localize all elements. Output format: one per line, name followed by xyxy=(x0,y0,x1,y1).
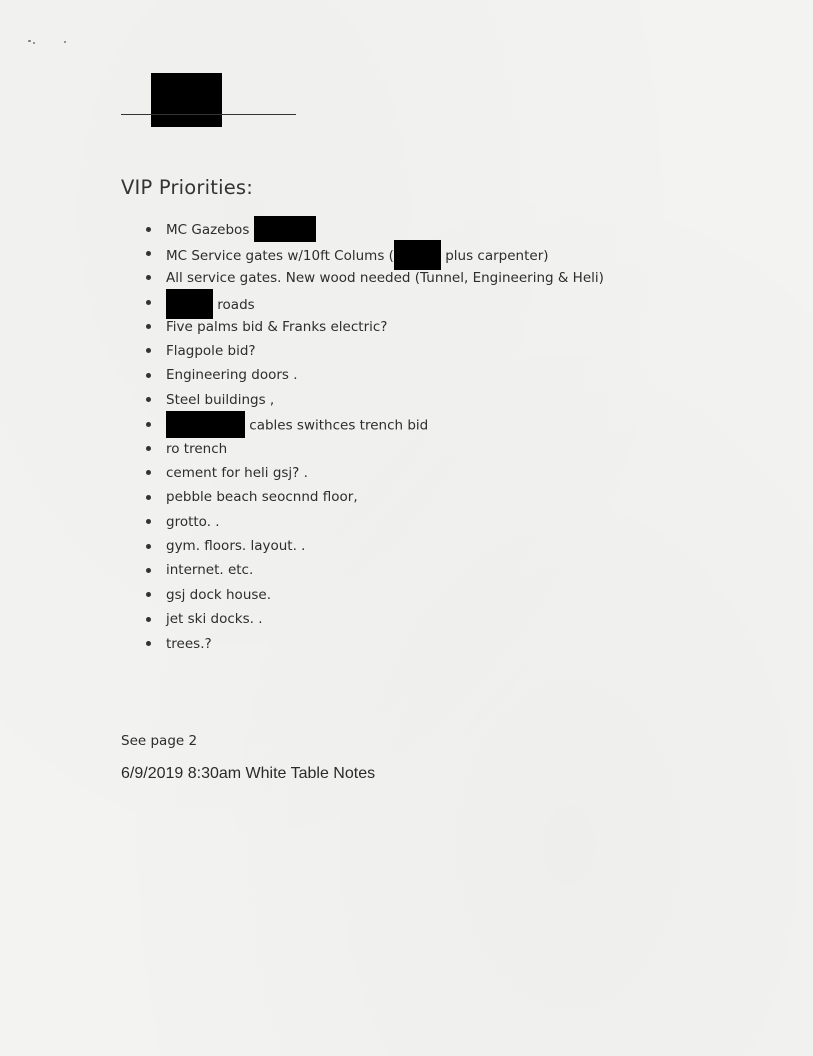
item-text-after: cables swithces trench bid xyxy=(245,417,429,434)
list-item xyxy=(146,241,604,265)
item-text: Steel buildings , xyxy=(166,391,275,408)
list-item xyxy=(146,510,604,534)
bullet-icon xyxy=(146,641,151,646)
list-item xyxy=(146,485,604,509)
item-text: gym. floors. layout. . xyxy=(166,538,306,555)
bullet-icon xyxy=(146,544,151,549)
see-page-note: See page 2 xyxy=(121,733,198,749)
list-item xyxy=(146,412,604,436)
item-text: Five palms bid & Franks electric? xyxy=(166,318,388,335)
list-item xyxy=(146,461,604,485)
list-item xyxy=(146,632,604,656)
bullet-icon xyxy=(146,470,151,475)
list-item xyxy=(146,583,604,607)
bullet-icon xyxy=(146,227,151,232)
notes-caption: 6/9/2019 8:30am White Table Notes xyxy=(121,765,376,782)
redaction-box xyxy=(254,216,316,242)
item-text: jet ski docks. . xyxy=(166,611,263,628)
priority-list xyxy=(146,217,604,656)
bullet-icon xyxy=(146,251,151,256)
bullet-icon xyxy=(146,300,151,305)
item-text: trees.? xyxy=(166,635,212,652)
scan-speck xyxy=(33,42,35,44)
item-text: grotto. . xyxy=(166,513,220,530)
item-text: gsj dock house. xyxy=(166,586,272,603)
scan-speck xyxy=(28,40,31,42)
list-item xyxy=(146,437,604,461)
list-item xyxy=(146,290,604,314)
bullet-icon xyxy=(146,495,151,500)
bullet-icon xyxy=(146,446,151,451)
header-rule xyxy=(121,114,296,115)
bullet-icon xyxy=(146,519,151,524)
bullet-icon xyxy=(146,592,151,597)
list-item xyxy=(146,363,604,387)
list-item xyxy=(146,315,604,339)
bullet-icon xyxy=(146,397,151,402)
bullet-icon xyxy=(146,422,151,427)
bullet-icon xyxy=(146,373,151,378)
list-item xyxy=(146,266,604,290)
item-text: Flagpole bid? xyxy=(166,342,256,359)
list-item xyxy=(146,339,604,363)
list-item xyxy=(146,217,604,241)
item-text: All service gates. New wood needed (Tunnel, Engineering & Heli) xyxy=(166,269,604,286)
bullet-icon xyxy=(146,324,151,329)
list-item xyxy=(146,534,604,558)
header-redaction xyxy=(151,73,222,127)
list-item xyxy=(146,607,604,631)
bullet-icon xyxy=(146,617,151,622)
page-title: VIP Priorities: xyxy=(121,176,254,199)
item-text: ro trench xyxy=(166,440,228,457)
scan-speck xyxy=(64,41,66,43)
item-text: Engineering doors . xyxy=(166,367,298,384)
list-item xyxy=(146,388,604,412)
item-text: MC Service gates w/10ft Colums ( xyxy=(166,248,394,265)
bullet-icon xyxy=(146,348,151,353)
item-text-after: roads xyxy=(213,297,255,314)
item-text-after: plus carpenter) xyxy=(440,248,549,265)
bullet-icon xyxy=(146,275,151,280)
item-text: internet. etc. xyxy=(166,562,254,579)
list-item xyxy=(146,558,604,582)
item-text: pebble beach seocnnd floor, xyxy=(166,489,358,506)
redaction-box xyxy=(166,411,245,438)
item-text: MC Gazebos xyxy=(166,222,250,238)
bullet-icon xyxy=(146,568,151,573)
item-text: cement for heli gsj? . xyxy=(166,464,308,481)
